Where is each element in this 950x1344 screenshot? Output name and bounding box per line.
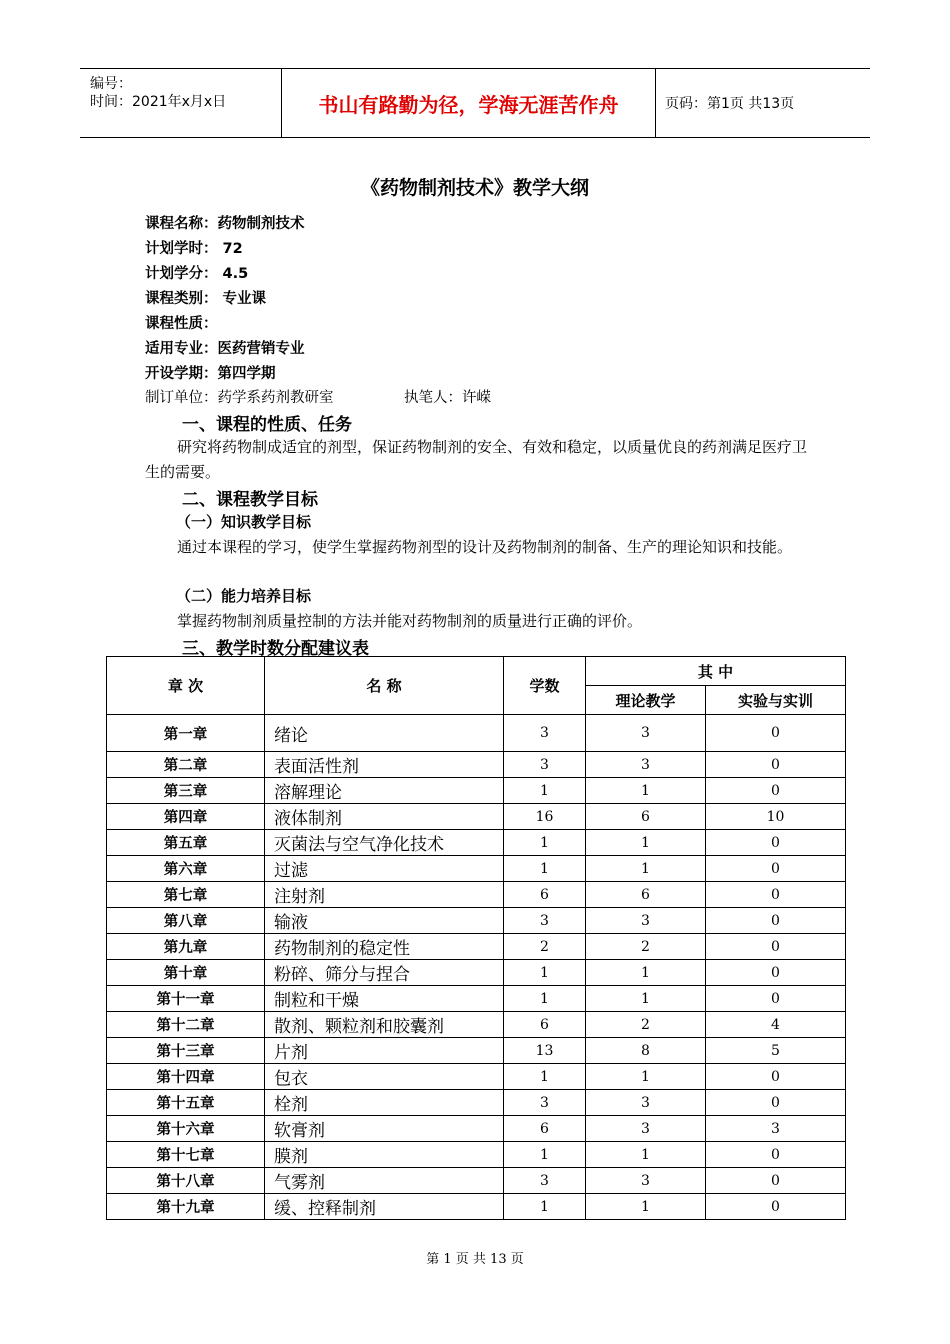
chapter-cell: 第九章 [107,934,265,960]
table-row [107,960,846,986]
practice-cell: 4 [706,1012,846,1038]
hours-cell: 1 [504,1064,586,1090]
header-meta [80,69,281,137]
table-row [107,804,846,830]
name-cell: 液体制剂 [265,804,504,830]
table-row [107,1142,846,1168]
chapter-cell: 第十七章 [107,1142,265,1168]
theory-cell: 3 [586,908,706,934]
name-cell: 绪论 [265,715,504,752]
info-semester: 开设学期：第四学期 [145,366,276,382]
practice-cell: 0 [706,960,846,986]
hours-cell: 6 [504,882,586,908]
table-row [107,1064,846,1090]
name-cell: 缓、控释制剂 [265,1194,504,1220]
chapter-cell: 第十六章 [107,1116,265,1142]
info-nature: 课程性质： [145,316,218,332]
chapter-cell: 第五章 [107,830,265,856]
number-label: 编号： [90,76,132,92]
hours-cell: 1 [504,960,586,986]
info-major: 适用专业：医药营销专业 [145,341,305,357]
page-header [80,68,870,138]
hours-cell: 3 [504,908,586,934]
theory-cell: 6 [586,882,706,908]
info-course-name: 课程名称：药物制剂技术 [145,216,305,232]
practice-cell: 0 [706,715,846,752]
chapter-cell: 第三章 [107,778,265,804]
motto: 书山有路勤为径，学海无涯苦作舟 [281,69,656,137]
practice-cell: 5 [706,1038,846,1064]
hours-cell: 1 [504,830,586,856]
hours-cell: 1 [504,778,586,804]
practice-cell: 0 [706,882,846,908]
chapter-cell: 第十五章 [107,1090,265,1116]
practice-cell: 0 [706,986,846,1012]
name-cell: 膜剂 [265,1142,504,1168]
name-cell: 包衣 [265,1064,504,1090]
header-hours: 学数 [504,657,586,715]
practice-cell: 10 [706,804,846,830]
table-row [107,1194,846,1220]
header-among: 其 中 [586,657,846,686]
theory-cell: 1 [586,830,706,856]
chapter-cell: 第六章 [107,856,265,882]
table-row [107,986,846,1012]
header-name: 名 称 [265,657,504,715]
section1-text: 研究将药物制成适宜的剂型，保证药物制剂的安全、有效和稳定，以质量优良的药剂满足医疗卫生的需要。 [145,438,808,481]
page-indicator: 页码：第1页 共13页 [665,96,795,112]
name-cell: 输液 [265,908,504,934]
practice-cell: 0 [706,934,846,960]
practice-cell: 0 [706,1168,846,1194]
hours-table [106,656,846,1220]
name-cell: 片剂 [265,1038,504,1064]
table-row [107,778,846,804]
practice-cell: 0 [706,856,846,882]
theory-cell: 1 [586,960,706,986]
practice-cell: 0 [706,752,846,778]
practice-cell: 0 [706,1064,846,1090]
table-row [107,882,846,908]
chapter-cell: 第十九章 [107,1194,265,1220]
chapter-cell: 第一章 [107,715,265,752]
name-cell: 制粒和干燥 [265,986,504,1012]
section2-text2: 掌握药物制剂质量控制的方法并能对药物制剂的质量进行正确的评价。 [177,612,643,630]
theory-cell: 8 [586,1038,706,1064]
hours-cell: 6 [504,1012,586,1038]
chapter-cell: 第四章 [107,804,265,830]
table-header-row [107,657,846,686]
theory-cell: 1 [586,986,706,1012]
name-cell: 栓剂 [265,1090,504,1116]
table-row [107,1116,846,1142]
name-cell: 软膏剂 [265,1116,504,1142]
table-row [107,1038,846,1064]
chapter-cell: 第十四章 [107,1064,265,1090]
theory-cell: 2 [586,1012,706,1038]
hours-cell: 1 [504,1142,586,1168]
chapter-cell: 第八章 [107,908,265,934]
hours-cell: 3 [504,715,586,752]
section2-heading: 二、课程教学目标 [182,490,318,510]
chapter-cell: 第二章 [107,752,265,778]
hours-cell: 1 [504,986,586,1012]
section3-heading: 三、教学时数分配建议表 [182,639,369,659]
practice-cell: 3 [706,1116,846,1142]
name-cell: 散剂、颗粒剂和胶囊剂 [265,1012,504,1038]
table-row [107,1012,846,1038]
practice-cell: 0 [706,778,846,804]
time-label: 时间：2021年x月x日 [90,94,227,110]
hours-cell: 16 [504,804,586,830]
hours-cell: 13 [504,1038,586,1064]
info-credits: 计划学分： 4.5 [145,266,249,282]
name-cell: 溶解理论 [265,778,504,804]
table-row [107,1090,846,1116]
theory-cell: 1 [586,1142,706,1168]
hours-cell: 3 [504,1090,586,1116]
header-theory: 理论教学 [586,686,706,715]
chapter-cell: 第七章 [107,882,265,908]
name-cell: 过滤 [265,856,504,882]
practice-cell: 0 [706,908,846,934]
page-footer: 第 1 页 共 13 页 [426,1252,524,1267]
name-cell: 灭菌法与空气净化技术 [265,830,504,856]
practice-cell: 0 [706,1194,846,1220]
section2-sub2: （二）能力培养目标 [176,587,312,605]
theory-cell: 1 [586,778,706,804]
section2-text1: 通过本课程的学习，使学生掌握药物剂型的设计及药物制剂的制备、生产的理论知识和技能。 [177,538,793,556]
table-row [107,934,846,960]
theory-cell: 3 [586,715,706,752]
document-title: 《药物制剂技术》教学大纲 [360,177,589,199]
header-practice: 实验与实训 [706,686,846,715]
name-cell: 气雾剂 [265,1168,504,1194]
hours-cell: 3 [504,752,586,778]
info-author: 执笔人：许嵘 [404,390,491,406]
chapter-cell: 第十二章 [107,1012,265,1038]
chapter-cell: 第十章 [107,960,265,986]
table-row [107,830,846,856]
practice-cell: 0 [706,1090,846,1116]
chapter-cell: 第十八章 [107,1168,265,1194]
table-row [107,908,846,934]
chapter-cell: 第十三章 [107,1038,265,1064]
theory-cell: 1 [586,1194,706,1220]
chapter-cell: 第十一章 [107,986,265,1012]
theory-cell: 1 [586,1064,706,1090]
section2-sub1: （一）知识教学目标 [176,513,312,531]
table-row [107,752,846,778]
theory-cell: 3 [586,1116,706,1142]
practice-cell: 0 [706,830,846,856]
theory-cell: 2 [586,934,706,960]
theory-cell: 3 [586,752,706,778]
table-row [107,715,846,752]
hours-cell: 6 [504,1116,586,1142]
name-cell: 注射剂 [265,882,504,908]
info-hours: 计划学时： 72 [145,241,243,257]
theory-cell: 3 [586,1168,706,1194]
theory-cell: 1 [586,856,706,882]
table-row [107,1168,846,1194]
hours-cell: 1 [504,1194,586,1220]
theory-cell: 6 [586,804,706,830]
table-row [107,856,846,882]
section1-heading: 一、课程的性质、任务 [182,415,352,435]
info-unit: 制订单位：药学系药剂教研室 [145,390,334,406]
hours-cell: 2 [504,934,586,960]
header-chapter: 章 次 [107,657,265,715]
hours-cell: 3 [504,1168,586,1194]
name-cell: 药物制剂的稳定性 [265,934,504,960]
practice-cell: 0 [706,1142,846,1168]
hours-cell: 1 [504,856,586,882]
name-cell: 粉碎、筛分与捏合 [265,960,504,986]
name-cell: 表面活性剂 [265,752,504,778]
theory-cell: 3 [586,1090,706,1116]
info-category: 课程类别： 专业课 [145,291,267,307]
